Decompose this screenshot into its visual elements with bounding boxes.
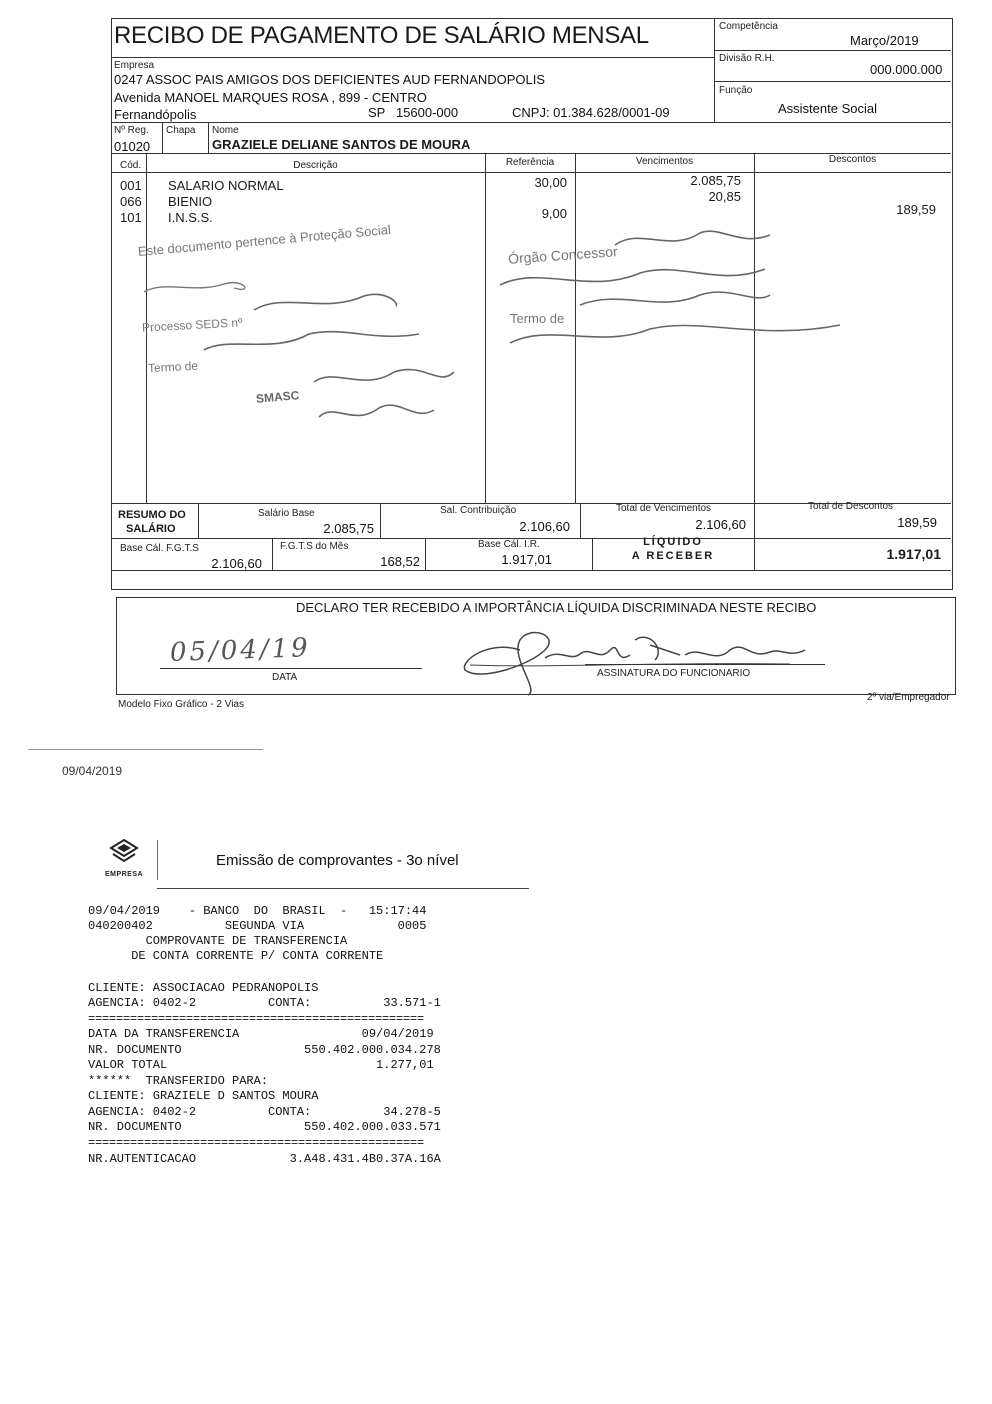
receipt-line: NR. DOCUMENTO 550.402.000.034.278 xyxy=(88,1043,441,1057)
chapa-label: Chapa xyxy=(166,125,196,136)
cidade-value: Fernandópolis xyxy=(114,107,197,122)
payslip-title: RECIBO DE PAGAMENTO DE SALÁRIO MENSAL xyxy=(114,22,649,49)
col-vencimentos: Vencimentos xyxy=(635,156,694,167)
item-cod: 001 xyxy=(120,178,142,193)
fgts-mes-label: F.G.T.S do Mês xyxy=(280,541,349,552)
nreg-label: Nº Reg. xyxy=(114,125,149,136)
divisao-value: 000.000.000 xyxy=(870,62,943,77)
sal-contrib-value: 2.106,60 xyxy=(519,519,570,534)
total-venc-label: Total de Vencimentos xyxy=(616,503,712,514)
handwriting-scribble xyxy=(500,225,850,365)
receipt-line: DE CONTA CORRENTE P/ CONTA CORRENTE xyxy=(88,949,384,963)
endereco-value: Avenida MANOEL MARQUES ROSA , 899 - CENTRO xyxy=(114,90,427,105)
nome-label: Nome xyxy=(212,125,239,136)
via-label: 2º via/Empregador xyxy=(867,692,950,703)
base-fgts-value: 2.106,60 xyxy=(211,556,262,571)
handwritten-date: 05/04/19 xyxy=(169,633,312,668)
receipt-line: NR.AUTENTICACAO 3.A48.431.4B0.37A.16A xyxy=(88,1152,441,1166)
competencia-label: Competência xyxy=(719,21,778,32)
item-cod: 066 xyxy=(120,194,142,209)
receipt-line: CLIENTE: ASSOCIACAO PEDRANOPOLIS xyxy=(88,981,319,995)
competencia-value: Março/2019 xyxy=(850,33,919,48)
receipt-line: VALOR TOTAL 1.277,01 xyxy=(88,1058,434,1072)
total-desc-value: 189,59 xyxy=(897,515,937,530)
salario-base-label: Salário Base xyxy=(258,508,315,519)
item-desc: BIENIO xyxy=(168,194,213,209)
fgts-mes-value: 168,52 xyxy=(380,554,420,569)
nreg-value: 01020 xyxy=(114,139,151,154)
item-cod: 101 xyxy=(120,210,142,225)
sal-contrib-label: Sal. Contribuição xyxy=(440,505,517,516)
col-referencia: Referência xyxy=(505,157,555,168)
employee-signature xyxy=(450,610,810,700)
receipt-separator: ================================================ xyxy=(88,1012,425,1026)
receipt-line: 09/04/2019 - BANCO DO BRASIL - 15:17:44 xyxy=(88,904,427,918)
receipt-line: CLIENTE: GRAZIELE D SANTOS MOURA xyxy=(88,1089,319,1103)
base-ir-label: Base Cál. I.R. xyxy=(478,539,540,550)
liquido-label: LÍQUIDO xyxy=(643,536,703,548)
liquido-label-2: A RECEBER xyxy=(631,550,715,562)
employee-name: GRAZIELE DELIANE SANTOS DE MOURA xyxy=(212,137,471,152)
resumo-label: RESUMO DO xyxy=(118,509,186,521)
funcao-value: Assistente Social xyxy=(778,101,877,116)
item-desc: SALARIO NORMAL xyxy=(168,178,284,193)
stamp-left-termo: Termo de xyxy=(147,358,199,376)
data-label: DATA xyxy=(272,672,298,683)
resumo-label-2: SALÁRIO xyxy=(126,523,176,535)
receipt-line: 040200402 SEGUNDA VIA 0005 xyxy=(88,919,427,933)
cnpj-value: CNPJ: 01.384.628/0001-09 xyxy=(512,105,670,120)
salario-base-value: 2.085,75 xyxy=(323,521,374,536)
stamp-left-title: Este documento pertence à Proteção Social xyxy=(137,221,392,259)
total-desc-label: Total de Descontos xyxy=(808,501,894,512)
declaration-text: DECLARO TER RECEBIDO A IMPORTÂNCIA LÍQUIDA DISCRIMINADA NESTE RECIBO xyxy=(296,600,817,615)
col-descontos: Descontos xyxy=(828,154,877,165)
stamp-left-smasc: SMASC xyxy=(255,388,300,406)
receipt-line: AGENCIA: 0402-2 CONTA: 33.571-1 xyxy=(88,996,441,1010)
stamp-left xyxy=(134,222,464,442)
item-venc: 2.085,75 xyxy=(690,173,741,188)
base-fgts-label: Base Cál. F.G.T.S xyxy=(120,543,199,554)
modelo-label: Modelo Fixo Gráfico - 2 Vias xyxy=(118,699,244,710)
base-ir-value: 1.917,01 xyxy=(501,552,552,567)
uf-cep-value: SP 15600-000 xyxy=(368,105,459,120)
bank-logo xyxy=(98,838,150,882)
stamp-right xyxy=(500,225,850,365)
funcao-label: Função xyxy=(719,85,753,96)
stamp-right-orgao: Órgão Concessor xyxy=(507,243,619,267)
item-ref: 9,00 xyxy=(541,206,567,221)
receipt-title: Emissão de comprovantes - 3o nível xyxy=(216,852,459,869)
receipt-line: COMPROVANTE DE TRANSFERENCIA xyxy=(88,934,348,948)
receipt-line: NR. DOCUMENTO 550.402.000.033.571 xyxy=(88,1120,441,1134)
col-descricao: Descrição xyxy=(293,160,338,171)
receipt-line: ****** TRANSFERIDO PARA: xyxy=(88,1074,269,1088)
stamp-right-termo: Termo de xyxy=(510,311,565,326)
item-desc: I.N.S.S. xyxy=(168,210,213,225)
stamp-left-processo: Processo SEDS nº xyxy=(141,315,243,335)
receipt-line: DATA DA TRANSFERENCIA 09/04/2019 xyxy=(88,1027,434,1041)
bank-logo-icon xyxy=(109,838,139,866)
scan-date: 09/04/2019 xyxy=(62,764,123,778)
divisao-label: Divisão R.H. xyxy=(719,53,775,64)
empresa-value: 0247 ASSOC PAIS AMIGOS DOS DEFICIENTES AUD FERNANDOPOLIS xyxy=(114,72,546,87)
item-venc: 20,85 xyxy=(708,189,741,204)
empresa-label: Empresa xyxy=(114,60,155,71)
total-venc-value: 2.106,60 xyxy=(695,517,746,532)
item-descontos: 189,59 xyxy=(896,202,936,217)
item-ref: 30,00 xyxy=(534,175,567,190)
bank-logo-label: EMPRESA xyxy=(104,871,144,878)
receipt-line: AGENCIA: 0402-2 CONTA: 34.278-5 xyxy=(88,1105,441,1119)
assinatura-label: ASSINATURA DO FUNCIONARIO xyxy=(597,668,751,679)
receipt-separator: ================================================ xyxy=(88,1136,425,1150)
col-cod: Cód. xyxy=(120,160,142,171)
liquido-value: 1.917,01 xyxy=(886,546,941,562)
